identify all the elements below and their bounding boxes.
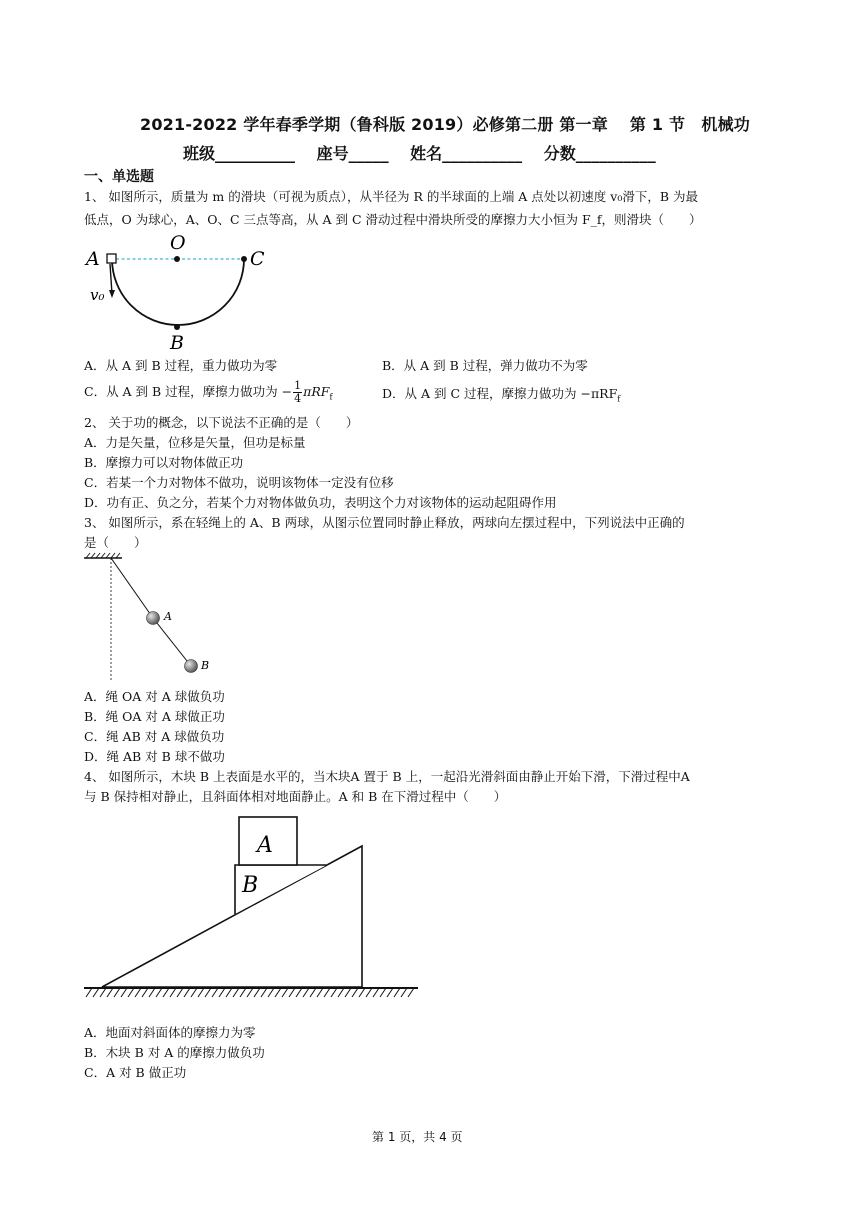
q1-option-a: A．从 A 到 B 过程，重力做功为零 (84, 358, 278, 373)
q4-stem-line1: 4、 如图所示，木块 B 上表面是水平的，当木块A 置于 B 上，一起沿光滑斜面由静止开始下滑，下滑过程中A (84, 769, 690, 784)
q1-fraction-denominator: 4 (294, 392, 302, 405)
q1-option-d (382, 385, 620, 409)
q1-option-c-suffix: πRF (303, 384, 330, 399)
q1-label-c: C (250, 248, 265, 270)
q4-option-a: A．地面对斜面体的摩擦力为零 (84, 1025, 256, 1040)
q4-label-b: B (242, 873, 259, 898)
q3-string-ab (153, 618, 191, 666)
q1-arrow-head (109, 290, 115, 298)
student-info-line: 班级__________ 座号_____ 姓名__________ 分数__________ (183, 144, 656, 163)
q2-stem: 2、 关于功的概念，以下说法不正确的是（ ） (84, 415, 359, 430)
q3-string-oa (111, 558, 153, 618)
q1-semicircle (112, 259, 244, 325)
q1-stem-line1: 1、 如图所示，质量为 m 的滑块（可视为质点），从半径为 R 的半球面的上端 A 点处以初速度 v₀滑下，B 为最 (84, 189, 699, 204)
q1-point-c (241, 256, 247, 262)
q3-option-c: C．绳 AB 对 A 球做负功 (84, 729, 225, 744)
page-number: 第 1 页，共 4 页 (372, 1130, 463, 1144)
page-title: 2021-2022 学年春季学期（鲁科版 2019）必修第二册 第一章 第 1 节 机械功 (140, 115, 750, 134)
q1-label-v0: v₀ (90, 286, 105, 304)
q1-option-c (84, 380, 332, 407)
q4-incline-wedge (102, 846, 362, 987)
q1-fraction-numerator: 1 (294, 379, 302, 392)
q3-pendulum-figure (82, 552, 222, 684)
q1-option-c-sub: f (329, 392, 333, 402)
q3-option-b: B．绳 OA 对 A 球做正功 (84, 709, 225, 724)
q1-velocity-arrow (110, 264, 112, 294)
q1-hemisphere-figure (80, 232, 280, 354)
q4-ground-hatch (86, 988, 414, 997)
q1-label-b: B (170, 332, 184, 354)
q1-label-a: A (86, 248, 100, 270)
q2-option-d: D．功有正、负之分，若某个力对物体做负功，表明这个力对该物体的运动起阻碍作用 (84, 495, 557, 510)
q3-ball-a (147, 612, 160, 625)
q1-label-o: O (170, 232, 186, 254)
q1-point-b (174, 324, 180, 330)
q4-stem-line2: 与 B 保持相对静止，且斜面体相对地面静止。A 和 B 在下滑过程中（ ） (84, 789, 507, 804)
q3-stem-line1: 3、 如图所示，系在轻绳上的 A、B 两球，从图示位置同时静止释放，两球向左摆过程中，下列说法中正确的 (84, 515, 685, 530)
q3-option-a: A．绳 OA 对 A 球做负功 (84, 689, 225, 704)
q1-stem-line2: 低点，O 为球心，A、O、C 三点等高，从 A 到 C 滑动过程中滑块所受的摩擦力大小恒为 F_f，则滑块（ ） (84, 212, 702, 227)
q1-option-b: B．从 A 到 B 过程，弹力做功不为零 (382, 358, 588, 373)
q2-option-a: A．力是矢量，位移是矢量，但功是标量 (84, 435, 306, 450)
q4-incline-figure (82, 808, 422, 1002)
q3-label-b: B (201, 659, 210, 672)
q3-stem-line2: 是（ ） (84, 535, 147, 550)
q1-option-d-text: D．从 A 到 C 过程，摩擦力做功为 −πRF (382, 386, 618, 401)
q2-option-b: B．摩擦力可以对物体做正功 (84, 455, 244, 470)
q1-block (107, 254, 116, 263)
q3-ball-b (185, 660, 198, 673)
q3-label-a: A (164, 610, 172, 623)
q4-option-c: C．A 对 B 做正功 (84, 1065, 187, 1080)
q4-option-b: B．木块 B 对 A 的摩擦力做负功 (84, 1045, 265, 1060)
q4-label-a: A (257, 833, 273, 858)
q3-option-d: D．绳 AB 对 B 球不做功 (84, 749, 225, 764)
q1-option-c-prefix: C．从 A 到 B 过程，摩擦力做功为 − (84, 384, 293, 399)
q1-option-d-sub: f (617, 394, 621, 404)
q2-option-c: C．若某一个力对物体不做功，说明该物体一定没有位移 (84, 475, 394, 490)
q1-point-o (174, 256, 180, 262)
section-heading: 一、单选题 (84, 169, 154, 185)
q1-option-c-fraction (293, 380, 302, 405)
